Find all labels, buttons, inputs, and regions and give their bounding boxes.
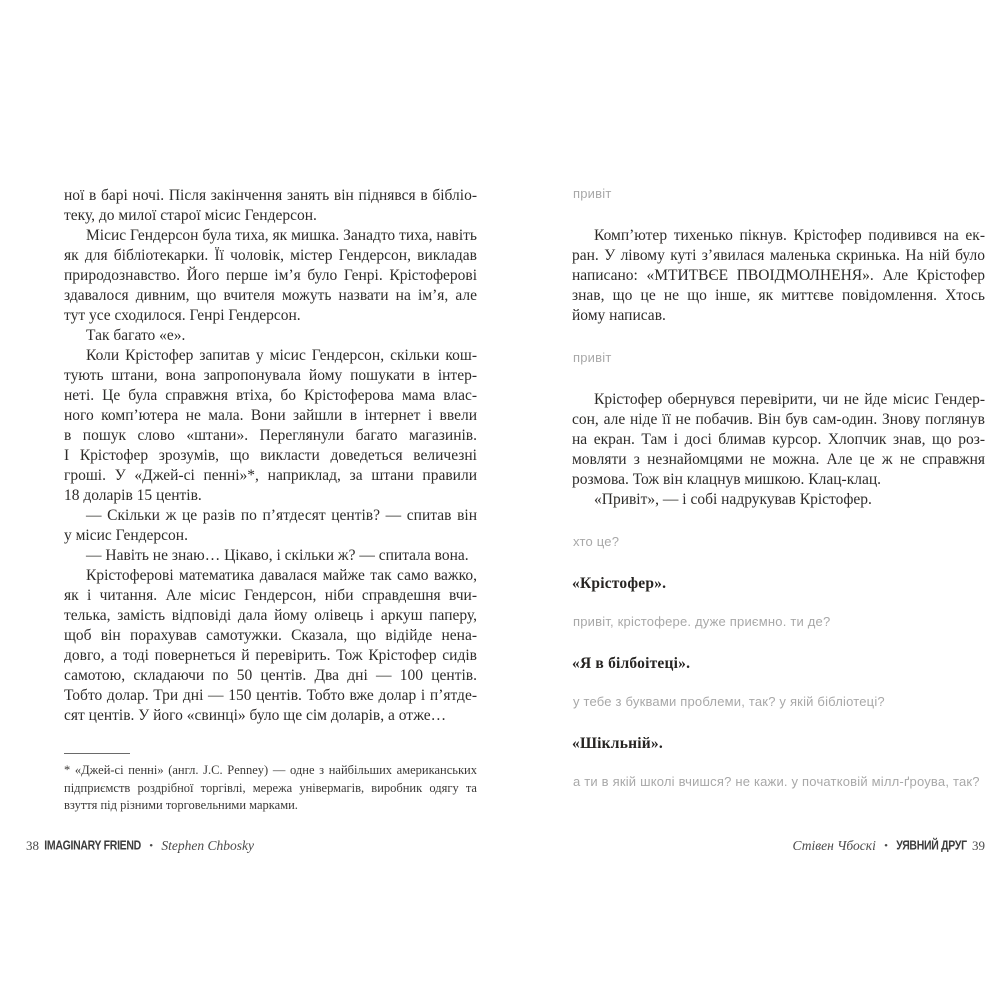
text-line: як і читання. Але місис Гендерсон, ніби справдешня вчи- — [64, 587, 477, 604]
text-line: на екран. Там і досі блимав курсор. Хлопчик знав, що роз- — [572, 431, 985, 448]
footer-separator-dot: • — [884, 840, 888, 852]
chat-message: а ти в якій школі вчишся? не кажи. у початковій мілл-ґроува, так? — [573, 774, 980, 789]
text-line: Крістофер обернувся перевірити, чи не йде місис Гендер- — [594, 391, 985, 408]
right-running-author: Стівен Чбоскі — [792, 838, 876, 853]
text-line: * «Джей-сі пенні» (англ. J.C. Penney) — одне з найбільших американських — [64, 763, 477, 777]
text-line: неті. Це була справжня втіха, бо Крістоферова мама влас- — [64, 387, 477, 404]
text-line: тут усе сходилося. Генрі Гендерсон. — [64, 307, 301, 324]
left-page-number: 38 — [26, 838, 39, 853]
text-line: сон, але ніде її не побачив. Він був сам-один. Знову поглянув — [572, 411, 985, 428]
text-line: довго, а тоді повернеться й перевірить. Тож Крістофер сидів — [64, 647, 477, 664]
left-running-title: IMAGINARY FRIEND — [44, 838, 141, 853]
chat-message: хто це? — [573, 534, 620, 549]
text-line: природознавство. Його перше ім’я було Генрі. Крістоферові — [64, 267, 477, 284]
right-running-footer — [791, 838, 985, 854]
text-line: Крістоферові математика давалася майже так само важко, — [86, 567, 477, 584]
footer-separator-dot: • — [149, 840, 154, 852]
text-line: ного комп’ютера не мала. Вони зайшли в інтернет і ввели — [64, 407, 477, 424]
text-line: телька, замість відповіді дала йому олівець і аркуш паперу, — [64, 607, 477, 624]
text-line: здавалося дивним, що вчителя можуть назвати на ім’я, але — [64, 287, 477, 304]
text-line: в пошук слово «штани». Переглянули багато магазинів. — [64, 427, 477, 444]
text-line: розмова. Тож він клацнув мишкою. Клац-клац. — [572, 471, 882, 488]
left-page — [64, 186, 477, 815]
text-line: підприємств роздрібної торгівлі, мережа універмагів, виробник одягу та — [64, 780, 477, 795]
chat-message: у тебе з буквами проблеми, так? у якій бібліотеці? — [573, 694, 885, 709]
text-line: взуття під різними торговельними марками. — [64, 798, 298, 812]
chat-message: привіт, крістофере. дуже приємно. ти де? — [573, 614, 831, 629]
chat-reply: «Шікльній». — [572, 735, 663, 752]
text-line: теку, до милої старої місис Гендерсон. — [64, 207, 317, 224]
chat-reply: «Я в білбоітеці». — [572, 655, 691, 672]
paragraph — [572, 226, 985, 326]
text-line: у місис Гендерсон. — [64, 527, 188, 544]
text-line: Комп’ютер тихенько пікнув. Крістофер подивився на ек- — [594, 227, 985, 244]
text-line: 18 доларів 15 центів. — [64, 487, 202, 504]
footnote-separator — [64, 753, 130, 754]
text-line: Коли Крістофер запитав у місис Гендерсон, скільки кош- — [86, 347, 477, 364]
right-running-title: УЯВНИЙ ДРУГ — [896, 838, 967, 853]
text-line: написано: «МТИТВЄЕ ПВОІДМОЛНЕНЯ». Але Крістофер — [572, 267, 985, 284]
text-line: «Привіт», — і собі надрукував Крістофер. — [594, 491, 872, 508]
right-body — [572, 186, 985, 790]
left-footnote — [64, 762, 477, 815]
text-line: — Скільки ж це разів по п’ятдесят центів? — спитав він — [86, 507, 477, 524]
text-line: — Навіть не знаю… Цікаво, і скільки ж? — спитала вона. — [86, 547, 469, 564]
text-line: як для бібліотекарки. Її чоловік, містер Гендерсон, викладав — [64, 247, 477, 264]
right-page-number: 39 — [972, 838, 985, 853]
text-line: ної в барі ночі. Після закінчення занять він піднявся в бібліо- — [64, 187, 477, 204]
chat-message: привіт — [573, 350, 612, 365]
left-running-author: Stephen Chbosky — [161, 838, 254, 853]
text-line: сят центів. У його «свинці» було ще сім доларів, а отже… — [64, 707, 447, 724]
paragraph — [572, 390, 985, 510]
text-line: щоб він порахував самотужки. Сказала, що відійде нена- — [64, 627, 477, 644]
text-line: мовляти з незнайомцями не можна. Але це ж не справжня — [572, 451, 985, 468]
text-line: тують штани, вона запропонувала йому пошукати в інтер- — [64, 367, 477, 384]
chat-message: привіт — [573, 186, 612, 201]
right-page — [572, 186, 985, 814]
text-line: йому написав. — [572, 307, 666, 324]
text-line: самотою, складаючи по 50 центів. Два дні — 100 центів. — [64, 667, 477, 684]
left-body — [64, 186, 477, 726]
text-line: гроші. У «Джей-сі пенні»*, наприклад, за штани правили — [64, 467, 477, 484]
text-line: І Крістофер зрозумів, що викласти доведеться величезні — [64, 447, 477, 464]
text-line: знав, що це не що інше, як миттєве повідомлення. Хтось — [572, 287, 985, 304]
text-line: Місис Гендерсон була тиха, як мишка. Занадто тиха, навіть — [86, 227, 477, 244]
text-line: Тобто долар. Три дні — 150 центів. Тобто вже долар і п’ятде- — [64, 687, 477, 704]
chat-reply: «Крістофер». — [572, 575, 667, 592]
text-line: ран. У лівому куті з’явилася маленька скринька. На ній було — [572, 247, 985, 264]
text-line: Так багато «е». — [86, 327, 186, 344]
left-running-footer — [26, 838, 256, 854]
